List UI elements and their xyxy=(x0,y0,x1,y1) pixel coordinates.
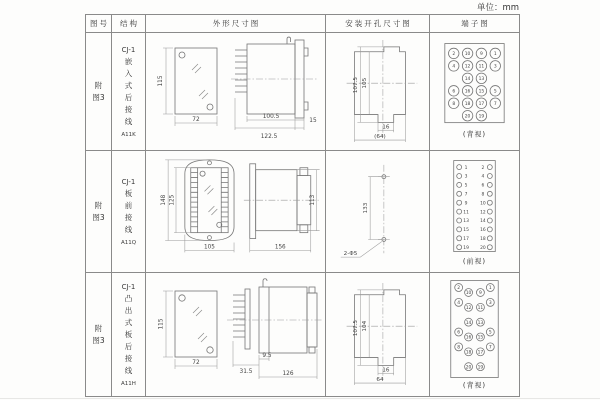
svg-text:1: 1 xyxy=(488,285,492,291)
svg-text:13: 13 xyxy=(477,320,484,326)
svg-text:7: 7 xyxy=(464,191,468,197)
install-drawing-a11k xyxy=(327,34,429,150)
dim-cutout-h1: 16 xyxy=(381,366,389,373)
dim-side-pins: 31.5 xyxy=(239,368,252,375)
dim-front-width: 72 xyxy=(191,359,200,366)
svg-text:3: 3 xyxy=(464,174,468,180)
svg-text:17: 17 xyxy=(477,349,484,355)
svg-text:6: 6 xyxy=(452,88,456,94)
svg-text:10: 10 xyxy=(464,51,471,57)
wiring-type: 板前接线 xyxy=(124,188,133,234)
svg-text:13: 13 xyxy=(478,76,485,82)
wiring-type: 嵌入式后接线 xyxy=(124,56,133,126)
dim-cutout-v1: 107.5 xyxy=(352,76,359,93)
unit-label: 单位：mm xyxy=(476,3,519,13)
outline-drawing-a11k xyxy=(147,34,325,150)
outline-cell-row3 xyxy=(146,273,326,397)
svg-text:6: 6 xyxy=(457,330,461,336)
figure-cell-row2 xyxy=(86,151,112,273)
svg-text:2: 2 xyxy=(457,285,461,291)
svg-text:6: 6 xyxy=(481,183,485,189)
svg-text:14: 14 xyxy=(480,218,486,224)
svg-text:15: 15 xyxy=(477,335,484,341)
install-cell-row1 xyxy=(326,33,430,151)
dim-side-depth: 156 xyxy=(274,243,286,250)
svg-text:9: 9 xyxy=(464,200,468,206)
terminal-view-label: (背视) xyxy=(462,380,487,389)
svg-text:2: 2 xyxy=(452,51,456,57)
hole-spec-label: 2-Φ5 xyxy=(343,250,357,257)
terminal-view-label: (背视) xyxy=(462,130,487,138)
structure-cell-row3 xyxy=(112,273,146,397)
figure-label: 附图3 xyxy=(92,80,105,102)
spec-table xyxy=(85,14,520,397)
svg-text:15: 15 xyxy=(463,227,469,233)
dim-front-height: 115 xyxy=(157,74,164,87)
svg-text:3: 3 xyxy=(493,64,497,70)
svg-text:17: 17 xyxy=(463,236,469,242)
svg-text:11: 11 xyxy=(478,64,485,70)
svg-text:14: 14 xyxy=(465,320,472,326)
svg-text:8: 8 xyxy=(457,345,461,351)
svg-text:19: 19 xyxy=(478,113,485,119)
dim-front-width: 105 xyxy=(203,243,215,250)
figure-label: 附图3 xyxy=(92,323,105,345)
svg-text:18: 18 xyxy=(465,349,472,355)
svg-text:9: 9 xyxy=(480,51,483,57)
figure-cell-row3 xyxy=(86,273,112,397)
svg-text:19: 19 xyxy=(477,364,484,370)
wiring-type: 凸出式板后接线 xyxy=(124,293,133,375)
install-drawing-a11h xyxy=(327,275,429,395)
relay-code: A11H xyxy=(121,380,136,387)
dim-side-depth: 126 xyxy=(281,370,294,377)
terminal-cell-row1 xyxy=(430,33,520,151)
outline-cell-row1 xyxy=(146,33,326,151)
svg-text:20: 20 xyxy=(480,245,486,251)
svg-text:18: 18 xyxy=(480,236,486,242)
svg-text:15: 15 xyxy=(478,88,485,94)
svg-text:17: 17 xyxy=(478,101,485,107)
col-header-terminal: 端子图 xyxy=(430,15,520,33)
relay-model: CJ-1 xyxy=(121,45,136,54)
dim-front-outer-h: 148 xyxy=(160,194,167,206)
figure-cell-row1 xyxy=(86,33,112,151)
dim-side-gap: 9.5 xyxy=(261,352,272,359)
terminal-diagram-front xyxy=(430,154,519,270)
svg-text:13: 13 xyxy=(463,218,469,224)
svg-text:16: 16 xyxy=(465,335,472,341)
dim-side-flange: 15 xyxy=(308,117,317,124)
svg-text:20: 20 xyxy=(465,364,472,370)
dim-cutout-v1: 107.5 xyxy=(352,319,359,336)
install-drawing-a11q xyxy=(327,153,429,271)
svg-text:5: 5 xyxy=(464,183,468,189)
svg-text:4: 4 xyxy=(457,300,461,306)
dim-side-height: 113 xyxy=(309,194,316,206)
svg-text:19: 19 xyxy=(463,245,469,251)
svg-text:16: 16 xyxy=(464,88,471,94)
svg-text:14: 14 xyxy=(464,76,471,82)
relay-code: A11K xyxy=(121,131,136,138)
structure-cell-row2 xyxy=(112,151,146,273)
dim-cutout-h2: (64) xyxy=(373,133,386,140)
svg-text:5: 5 xyxy=(488,330,492,336)
install-cell-row2 xyxy=(326,151,430,273)
terminal-diagram-rear-protruding xyxy=(430,274,519,396)
svg-text:1: 1 xyxy=(464,165,468,171)
terminal-diagram-rear xyxy=(430,37,519,147)
svg-text:4: 4 xyxy=(481,174,485,180)
dim-front-height: 115 xyxy=(158,317,164,330)
svg-text:9: 9 xyxy=(479,290,482,296)
svg-text:11: 11 xyxy=(463,209,469,215)
svg-text:1: 1 xyxy=(493,51,497,57)
dim-front-width: 72 xyxy=(191,116,200,123)
relay-code: A11Q xyxy=(120,239,137,246)
svg-text:7: 7 xyxy=(488,345,492,351)
relay-model: CJ-1 xyxy=(121,177,136,186)
page-edge xyxy=(0,398,600,399)
svg-text:8: 8 xyxy=(452,101,456,107)
relay-model: CJ-1 xyxy=(121,282,136,291)
install-cell-row3 xyxy=(326,273,430,397)
svg-text:10: 10 xyxy=(480,200,486,206)
svg-text:11: 11 xyxy=(477,305,484,311)
svg-text:12: 12 xyxy=(464,64,471,70)
svg-text:12: 12 xyxy=(480,209,486,215)
svg-text:3: 3 xyxy=(488,300,492,306)
svg-text:12: 12 xyxy=(465,305,472,311)
dim-side-depth1: 100.5 xyxy=(262,113,279,120)
dim-front-inner-h: 125 xyxy=(169,194,176,206)
svg-text:2: 2 xyxy=(481,165,485,171)
terminal-cell-row3 xyxy=(430,273,520,397)
figure-label: 附图3 xyxy=(92,200,105,222)
col-header-outline: 外形尺寸图 xyxy=(146,15,326,33)
terminal-cell-row2 xyxy=(430,151,520,273)
outline-cell-row2 xyxy=(146,151,326,273)
svg-text:5: 5 xyxy=(493,88,497,94)
terminal-view-label: (前视) xyxy=(462,256,487,265)
structure-cell-row1 xyxy=(112,33,146,151)
svg-text:10: 10 xyxy=(465,290,472,296)
outline-drawing-a11q xyxy=(147,152,325,272)
col-header-structure: 结构 xyxy=(112,15,146,33)
svg-text:4: 4 xyxy=(452,64,456,70)
col-header-figure: 图号 xyxy=(86,15,112,33)
dim-cutout-v2: 105 xyxy=(361,77,368,89)
svg-text:20: 20 xyxy=(464,113,471,119)
dim-hole-spacing: 133 xyxy=(362,202,369,213)
dim-cutout-v2: 104 xyxy=(361,320,368,332)
col-header-install: 安装开孔尺寸图 xyxy=(326,15,430,33)
dim-cutout-h1: 16 xyxy=(381,123,389,130)
svg-text:16: 16 xyxy=(480,227,486,233)
dim-cutout-h2: 64 xyxy=(375,376,384,383)
svg-text:18: 18 xyxy=(464,101,471,107)
svg-text:7: 7 xyxy=(493,101,497,107)
svg-text:8: 8 xyxy=(481,191,485,197)
dim-side-depth2: 122.5 xyxy=(260,133,277,140)
outline-drawing-a11h xyxy=(147,275,325,395)
